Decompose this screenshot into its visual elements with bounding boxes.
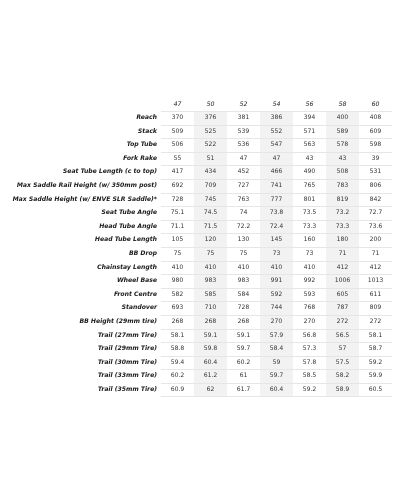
table-row xyxy=(6,125,392,139)
table-cell: 582 xyxy=(161,288,194,302)
table-cell: 58.7 xyxy=(359,343,392,357)
table-cell: 992 xyxy=(293,275,326,289)
geometry-table xyxy=(6,98,392,397)
table-cell: 710 xyxy=(194,302,227,316)
table-cell: 75 xyxy=(194,247,227,261)
table-cell: 412 xyxy=(326,261,359,275)
table-row xyxy=(6,315,392,329)
table-cell: 58.2 xyxy=(326,370,359,384)
row-label: Head Tube Length xyxy=(94,236,157,244)
table-cell: 381 xyxy=(227,112,260,126)
table-cell: 270 xyxy=(260,315,293,329)
table-cell: 71 xyxy=(326,247,359,261)
table-cell: 268 xyxy=(161,315,194,329)
table-cell: 59.4 xyxy=(161,356,194,370)
row-label: Front Centre xyxy=(113,290,157,298)
size-header: 60 xyxy=(371,101,380,108)
table-cell: 593 xyxy=(293,288,326,302)
table-cell: 58.4 xyxy=(260,343,293,357)
table-cell: 72.2 xyxy=(227,220,260,234)
table-row xyxy=(6,152,392,166)
table-cell: 745 xyxy=(194,193,227,207)
table-cell: 56.5 xyxy=(326,329,359,343)
size-header: 56 xyxy=(305,101,314,108)
table-cell: 272 xyxy=(326,315,359,329)
table-cell: 744 xyxy=(260,302,293,316)
table-cell: 819 xyxy=(326,193,359,207)
size-header: 47 xyxy=(173,101,182,108)
row-label: BB Drop xyxy=(128,249,157,257)
table-cell: 74.5 xyxy=(194,207,227,221)
table-cell: 47 xyxy=(227,152,260,166)
table-row xyxy=(6,234,392,248)
table-cell: 120 xyxy=(194,234,227,248)
table-cell: 509 xyxy=(161,125,194,139)
table-row xyxy=(6,179,392,193)
table-cell: 522 xyxy=(194,139,227,153)
table-cell: 1013 xyxy=(359,275,392,289)
table-cell: 506 xyxy=(161,139,194,153)
table-cell: 709 xyxy=(194,179,227,193)
table-cell: 589 xyxy=(326,125,359,139)
table-cell: 400 xyxy=(326,112,359,126)
table-cell: 552 xyxy=(260,125,293,139)
table-cell: 75 xyxy=(161,247,194,261)
row-label: Reach xyxy=(136,114,157,121)
row-label: BB Height (29mm tire) xyxy=(79,317,157,325)
table-row xyxy=(6,302,392,316)
table-cell: 692 xyxy=(161,179,194,193)
row-label: Trail (30mm Tire) xyxy=(97,358,157,366)
row-label: Trail (33mm Tire) xyxy=(97,372,157,380)
table-cell: 39 xyxy=(359,152,392,166)
table-cell: 73.5 xyxy=(293,207,326,221)
table-cell: 59.8 xyxy=(194,343,227,357)
row-label: Standover xyxy=(121,304,157,312)
row-label: Wheel Base xyxy=(116,277,157,285)
table-cell: 130 xyxy=(227,234,260,248)
table-cell: 386 xyxy=(260,112,293,126)
table-cell: 73.3 xyxy=(293,220,326,234)
table-cell: 412 xyxy=(359,261,392,275)
table-cell: 145 xyxy=(260,234,293,248)
row-label: Head Tube Angle xyxy=(99,222,157,230)
table-cell: 801 xyxy=(293,193,326,207)
table-cell: 60.2 xyxy=(227,356,260,370)
table-cell: 200 xyxy=(359,234,392,248)
table-cell: 531 xyxy=(359,166,392,180)
table-cell: 58.1 xyxy=(161,329,194,343)
table-cell: 58.8 xyxy=(161,343,194,357)
table-cell: 563 xyxy=(293,139,326,153)
table-cell: 768 xyxy=(293,302,326,316)
table-cell: 765 xyxy=(293,179,326,193)
table-row xyxy=(6,329,392,343)
table-row xyxy=(6,139,392,153)
row-label: Top Tube xyxy=(126,141,157,149)
row-label: Fork Rake xyxy=(123,154,157,162)
table-row xyxy=(6,343,392,357)
header-corner xyxy=(6,98,161,112)
table-cell: 180 xyxy=(326,234,359,248)
table-cell: 525 xyxy=(194,125,227,139)
table-cell: 75.1 xyxy=(161,207,194,221)
table-cell: 410 xyxy=(293,261,326,275)
table-cell: 57 xyxy=(326,343,359,357)
table-cell: 787 xyxy=(326,302,359,316)
row-label: Trail (35mm Tire) xyxy=(97,385,157,393)
table-cell: 536 xyxy=(227,139,260,153)
table-cell: 410 xyxy=(194,261,227,275)
table-cell: 410 xyxy=(161,261,194,275)
table-cell: 59.2 xyxy=(293,383,326,397)
table-row xyxy=(6,288,392,302)
table-cell: 43 xyxy=(326,152,359,166)
table-cell: 59.1 xyxy=(227,329,260,343)
table-cell: 73 xyxy=(293,247,326,261)
table-cell: 728 xyxy=(161,193,194,207)
table-cell: 71.5 xyxy=(194,220,227,234)
table-cell: 61.2 xyxy=(194,370,227,384)
table-cell: 578 xyxy=(326,139,359,153)
table-cell: 611 xyxy=(359,288,392,302)
table-cell: 57.5 xyxy=(326,356,359,370)
table-cell: 160 xyxy=(293,234,326,248)
table-cell: 842 xyxy=(359,193,392,207)
table-cell: 71 xyxy=(359,247,392,261)
table-cell: 539 xyxy=(227,125,260,139)
table-row xyxy=(6,356,392,370)
table-cell: 763 xyxy=(227,193,260,207)
table-cell: 394 xyxy=(293,112,326,126)
table-cell: 410 xyxy=(260,261,293,275)
row-label: Seat Tube Angle xyxy=(101,209,157,217)
row-label: Stack xyxy=(137,127,157,135)
table-row xyxy=(6,261,392,275)
table-cell: 59.7 xyxy=(260,370,293,384)
table-cell: 59.7 xyxy=(227,343,260,357)
table-cell: 58.1 xyxy=(359,329,392,343)
table-cell: 727 xyxy=(227,179,260,193)
table-cell: 51 xyxy=(194,152,227,166)
table-cell: 434 xyxy=(194,166,227,180)
table-cell: 410 xyxy=(227,261,260,275)
table-cell: 60.5 xyxy=(359,383,392,397)
table-cell: 73.8 xyxy=(260,207,293,221)
table-row xyxy=(6,275,392,289)
table-cell: 55 xyxy=(161,152,194,166)
table-row xyxy=(6,112,392,126)
table-row xyxy=(6,220,392,234)
table-cell: 547 xyxy=(260,139,293,153)
row-label: Seat Tube Length (c to top) xyxy=(62,168,157,176)
table-cell: 72.4 xyxy=(260,220,293,234)
table-cell: 585 xyxy=(194,288,227,302)
table-cell: 584 xyxy=(227,288,260,302)
table-cell: 60.9 xyxy=(161,383,194,397)
table-row xyxy=(6,193,392,207)
table-cell: 59.1 xyxy=(194,329,227,343)
table-cell: 783 xyxy=(326,179,359,193)
table-cell: 417 xyxy=(161,166,194,180)
table-cell: 466 xyxy=(260,166,293,180)
table-cell: 609 xyxy=(359,125,392,139)
table-cell: 991 xyxy=(260,275,293,289)
table-cell: 73.3 xyxy=(326,220,359,234)
geometry-table-body xyxy=(6,112,392,397)
table-cell: 57.9 xyxy=(260,329,293,343)
table-cell: 73 xyxy=(260,247,293,261)
table-row xyxy=(6,370,392,384)
table-row xyxy=(6,207,392,221)
table-cell: 408 xyxy=(359,112,392,126)
table-cell: 58.9 xyxy=(326,383,359,397)
table-cell: 270 xyxy=(293,315,326,329)
table-cell: 60.4 xyxy=(260,383,293,397)
table-cell: 728 xyxy=(227,302,260,316)
row-label: Trail (29mm Tire) xyxy=(97,345,157,353)
row-label: Max Saddle Rail Height (w/ 350mm post) xyxy=(16,181,157,189)
table-cell: 980 xyxy=(161,275,194,289)
table-cell: 61 xyxy=(227,370,260,384)
table-cell: 60.2 xyxy=(161,370,194,384)
table-cell: 61.7 xyxy=(227,383,260,397)
table-cell: 605 xyxy=(326,288,359,302)
table-cell: 508 xyxy=(326,166,359,180)
table-cell: 60.4 xyxy=(194,356,227,370)
table-cell: 74 xyxy=(227,207,260,221)
table-cell: 59.9 xyxy=(359,370,392,384)
table-cell: 75 xyxy=(227,247,260,261)
table-cell: 777 xyxy=(260,193,293,207)
table-cell: 592 xyxy=(260,288,293,302)
table-cell: 59 xyxy=(260,356,293,370)
table-cell: 376 xyxy=(194,112,227,126)
table-cell: 59.2 xyxy=(359,356,392,370)
table-cell: 571 xyxy=(293,125,326,139)
table-cell: 56.8 xyxy=(293,329,326,343)
table-cell: 809 xyxy=(359,302,392,316)
table-cell: 73.2 xyxy=(326,207,359,221)
table-cell: 452 xyxy=(227,166,260,180)
row-label: Chainstay Length xyxy=(97,263,157,271)
size-header: 54 xyxy=(272,101,281,108)
table-cell: 1006 xyxy=(326,275,359,289)
row-label: Max Saddle Height (w/ ENVE SLR Saddle)* xyxy=(12,195,157,203)
table-cell: 43 xyxy=(293,152,326,166)
table-cell: 105 xyxy=(161,234,194,248)
size-header: 58 xyxy=(338,101,347,108)
table-cell: 598 xyxy=(359,139,392,153)
size-header: 52 xyxy=(239,101,248,108)
size-header-row xyxy=(6,98,392,112)
table-cell: 983 xyxy=(194,275,227,289)
size-header: 50 xyxy=(206,101,215,108)
table-cell: 72.7 xyxy=(359,207,392,221)
table-row xyxy=(6,383,392,397)
table-row xyxy=(6,247,392,261)
table-cell: 71.1 xyxy=(161,220,194,234)
table-row xyxy=(6,166,392,180)
row-label: Trail (27mm Tire) xyxy=(97,331,157,339)
table-cell: 47 xyxy=(260,152,293,166)
table-cell: 58.5 xyxy=(293,370,326,384)
table-cell: 57.8 xyxy=(293,356,326,370)
table-cell: 268 xyxy=(194,315,227,329)
table-cell: 268 xyxy=(227,315,260,329)
table-cell: 983 xyxy=(227,275,260,289)
table-cell: 806 xyxy=(359,179,392,193)
table-cell: 693 xyxy=(161,302,194,316)
table-cell: 62 xyxy=(194,383,227,397)
table-cell: 73.6 xyxy=(359,220,392,234)
table-cell: 370 xyxy=(161,112,194,126)
table-cell: 272 xyxy=(359,315,392,329)
table-cell: 741 xyxy=(260,179,293,193)
table-cell: 57.3 xyxy=(293,343,326,357)
table-cell: 490 xyxy=(293,166,326,180)
